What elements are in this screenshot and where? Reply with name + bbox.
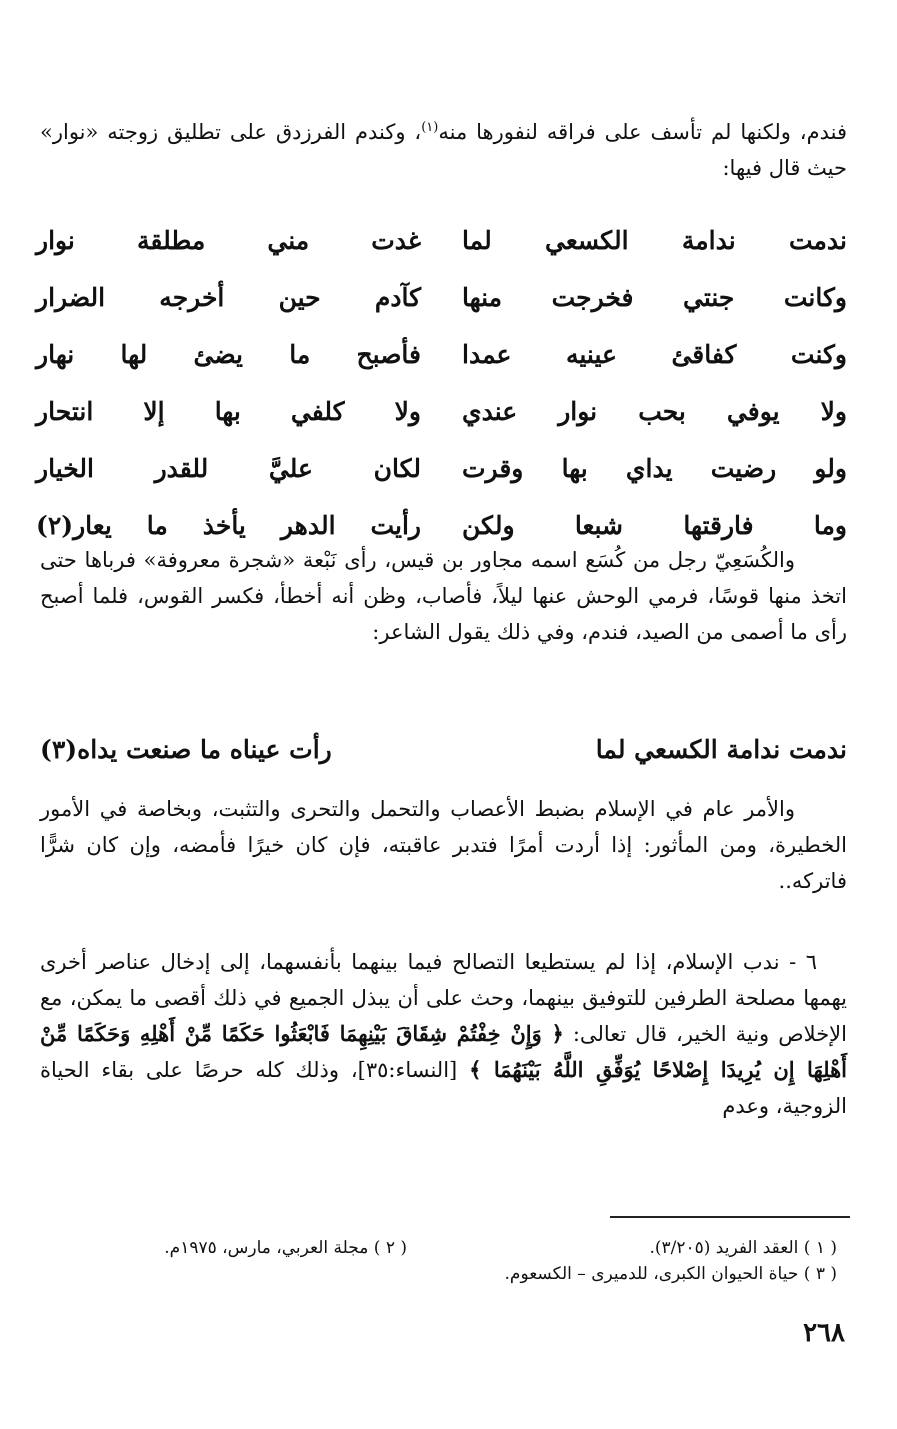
verse-first-hemistich: وما فارقتها شبعا ولكن: [462, 511, 847, 540]
footnote-3: ( ٣ ) حياة الحيوان الكبرى، للدميرى – الكسعوم.: [504, 1264, 837, 1284]
verse-first-hemistich: وكانت جنتي فخرجت منها: [462, 283, 847, 312]
intro-paragraph: [40, 110, 847, 186]
footnote-2: ( ٢ ) مجلة العربي، مارس، ١٩٧٥م.: [164, 1238, 407, 1258]
poem-verse: [36, 269, 847, 326]
poem-verse: [36, 212, 847, 269]
footnote-row: [40, 1261, 837, 1287]
poem-verse: [36, 326, 847, 383]
verse-second-hemistich: فأصبح ما يضئ لها نهار: [36, 340, 421, 369]
single-verse: [40, 735, 847, 764]
paragraph-arbitration: [40, 944, 847, 1124]
paragraph-kusai: والكُسَعِيّ رجل من كُسَع اسمه مجاور بن قيس، رأى نَبْعة «شجرة معروفة» فرباها حتى اتخذ منها قوسًا، فرمي الوحش عنها ليلاً، فأصاب، وظن أنه أخطأ، فكسر القوس، فلما أصبح رأى ما أصمى من الصيد، فندم، وفي ذلك يقول الشاعر:: [40, 548, 847, 644]
verse-second-hemistich: رأيت الدهر يأخذ ما يعار(٢): [36, 511, 421, 540]
verse-first-hemistich: ندمت ندامة الكسعي لما: [595, 735, 847, 764]
verse-second-hemistich: ولا كلفي بها إلا انتحار: [36, 397, 421, 426]
verse-second-hemistich: رأت عيناه ما صنعت يداه(٣): [40, 735, 332, 764]
footnote-row: [40, 1235, 837, 1261]
footnote-1: ( ١ ) العقد الفريد (٣/٢٠٥).: [649, 1238, 837, 1258]
footnote-divider: [610, 1216, 850, 1218]
arbitration-text-before: ٦ - ندب الإسلام، إذا لم يستطيعا التصالح فيما بينهما بأنفسهما، إلى إدخال عناصر أخرى يهمها مصلحة الطرفين للتوفيق بينهما، وحث على أن يبذل الجميع في ذلك أقصى ما يمكن، مع الإخلاص ونية الخير، قال تعالى:: [40, 950, 847, 1046]
page-number: ٢٦٨: [803, 1318, 845, 1348]
poem-verse: [36, 383, 847, 440]
verse-first-hemistich: ندمت ندامة الكسعي لما: [462, 226, 847, 255]
quran-verse: ﴿ وَإِنْ خِفْتُمْ شِقَاقَ بَيْنِهِمَا فَابْعَثُوا حَكَمًا مِّنْ أَهْلِهِ وَحَكَمًا مِّنْ أَهْلِهَا إِن يُرِيدَا إِصْلاحًا يُوَفِّقِ اللَّهُ بَيْنَهُمَا ﴾: [40, 1021, 847, 1082]
poem-verse: [36, 440, 847, 497]
footnotes: [40, 1235, 837, 1287]
verse-first-hemistich: وكنت كفاقئ عينيه عمدا: [462, 340, 847, 369]
footnote-marker: (١): [421, 120, 439, 135]
intro-text-before: فندم، ولكنها لم تأسف على فراقه لنفورها منه: [438, 120, 847, 144]
poem: [36, 212, 847, 554]
verse-second-hemistich: غدت مني مطلقة نوار: [36, 226, 421, 255]
verse-second-hemistich: كآدم حين أخرجه الضرار: [36, 283, 421, 312]
verse-first-hemistich: ولو رضيت يداي بها وقرت: [462, 454, 847, 483]
arbitration-text-after: [النساء:٣٥]، وذلك كله حرصًا على بقاء الحياة الزوجية، وعدم: [40, 1058, 847, 1118]
verse-first-hemistich: ولا يوفي بحب نوار عندي: [462, 397, 847, 426]
verse-second-hemistich: لكان عليَّ للقدر الخيار: [36, 454, 421, 483]
intro-text-after: ، وكندم الفرزدق على تطليق زوجته «نوار» حيث قال فيها:: [40, 120, 847, 180]
paragraph-patience: والأمر عام في الإسلام بضبط الأعصاب والتحمل والتحرى والتثبت، وبخاصة في الأمور الخطيرة، ومن المأثور: إذا أردت أمرًا فتدبر عاقبته، فإن كان خيرًا فأمضه، وإن كان شرًّا فاتركه..: [40, 797, 847, 893]
